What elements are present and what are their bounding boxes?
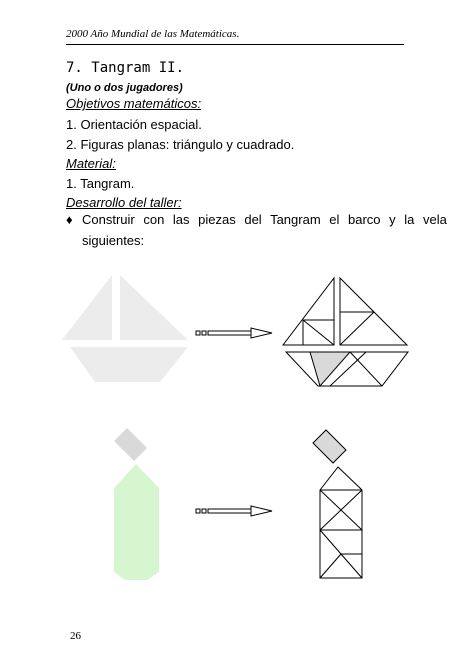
development-item-continuation: siguientes:: [82, 233, 145, 248]
objectives-heading: Objetivos matemáticos:: [66, 96, 202, 111]
objective-item: 1. Orientación espacial.: [66, 117, 202, 132]
objective-item: 2. Figuras planas: triángulo y cuadrado.: [66, 137, 295, 152]
right-arrow-icon: [196, 506, 272, 516]
boat-solution: [283, 278, 408, 386]
diamond-bullet-icon: ♦: [66, 212, 73, 227]
material-heading: Material:: [66, 156, 116, 171]
development-heading: Desarrollo del taller:: [66, 195, 182, 210]
candle-solution: [313, 430, 362, 578]
section-title: 7. Tangram II.: [66, 60, 185, 76]
boat-silhouette: [62, 275, 188, 382]
candle-silhouette: [114, 428, 159, 580]
right-arrow-icon: [196, 328, 272, 338]
material-item: 1. Tangram.: [66, 176, 135, 191]
page-number: 26: [70, 630, 81, 642]
development-item-text: Construir con las piezas del Tangram el barco y la vela: [82, 212, 447, 227]
players-note: (Uno o dos jugadores): [66, 82, 183, 94]
running-header: 2000 Año Mundial de las Matemáticas.: [66, 28, 240, 40]
